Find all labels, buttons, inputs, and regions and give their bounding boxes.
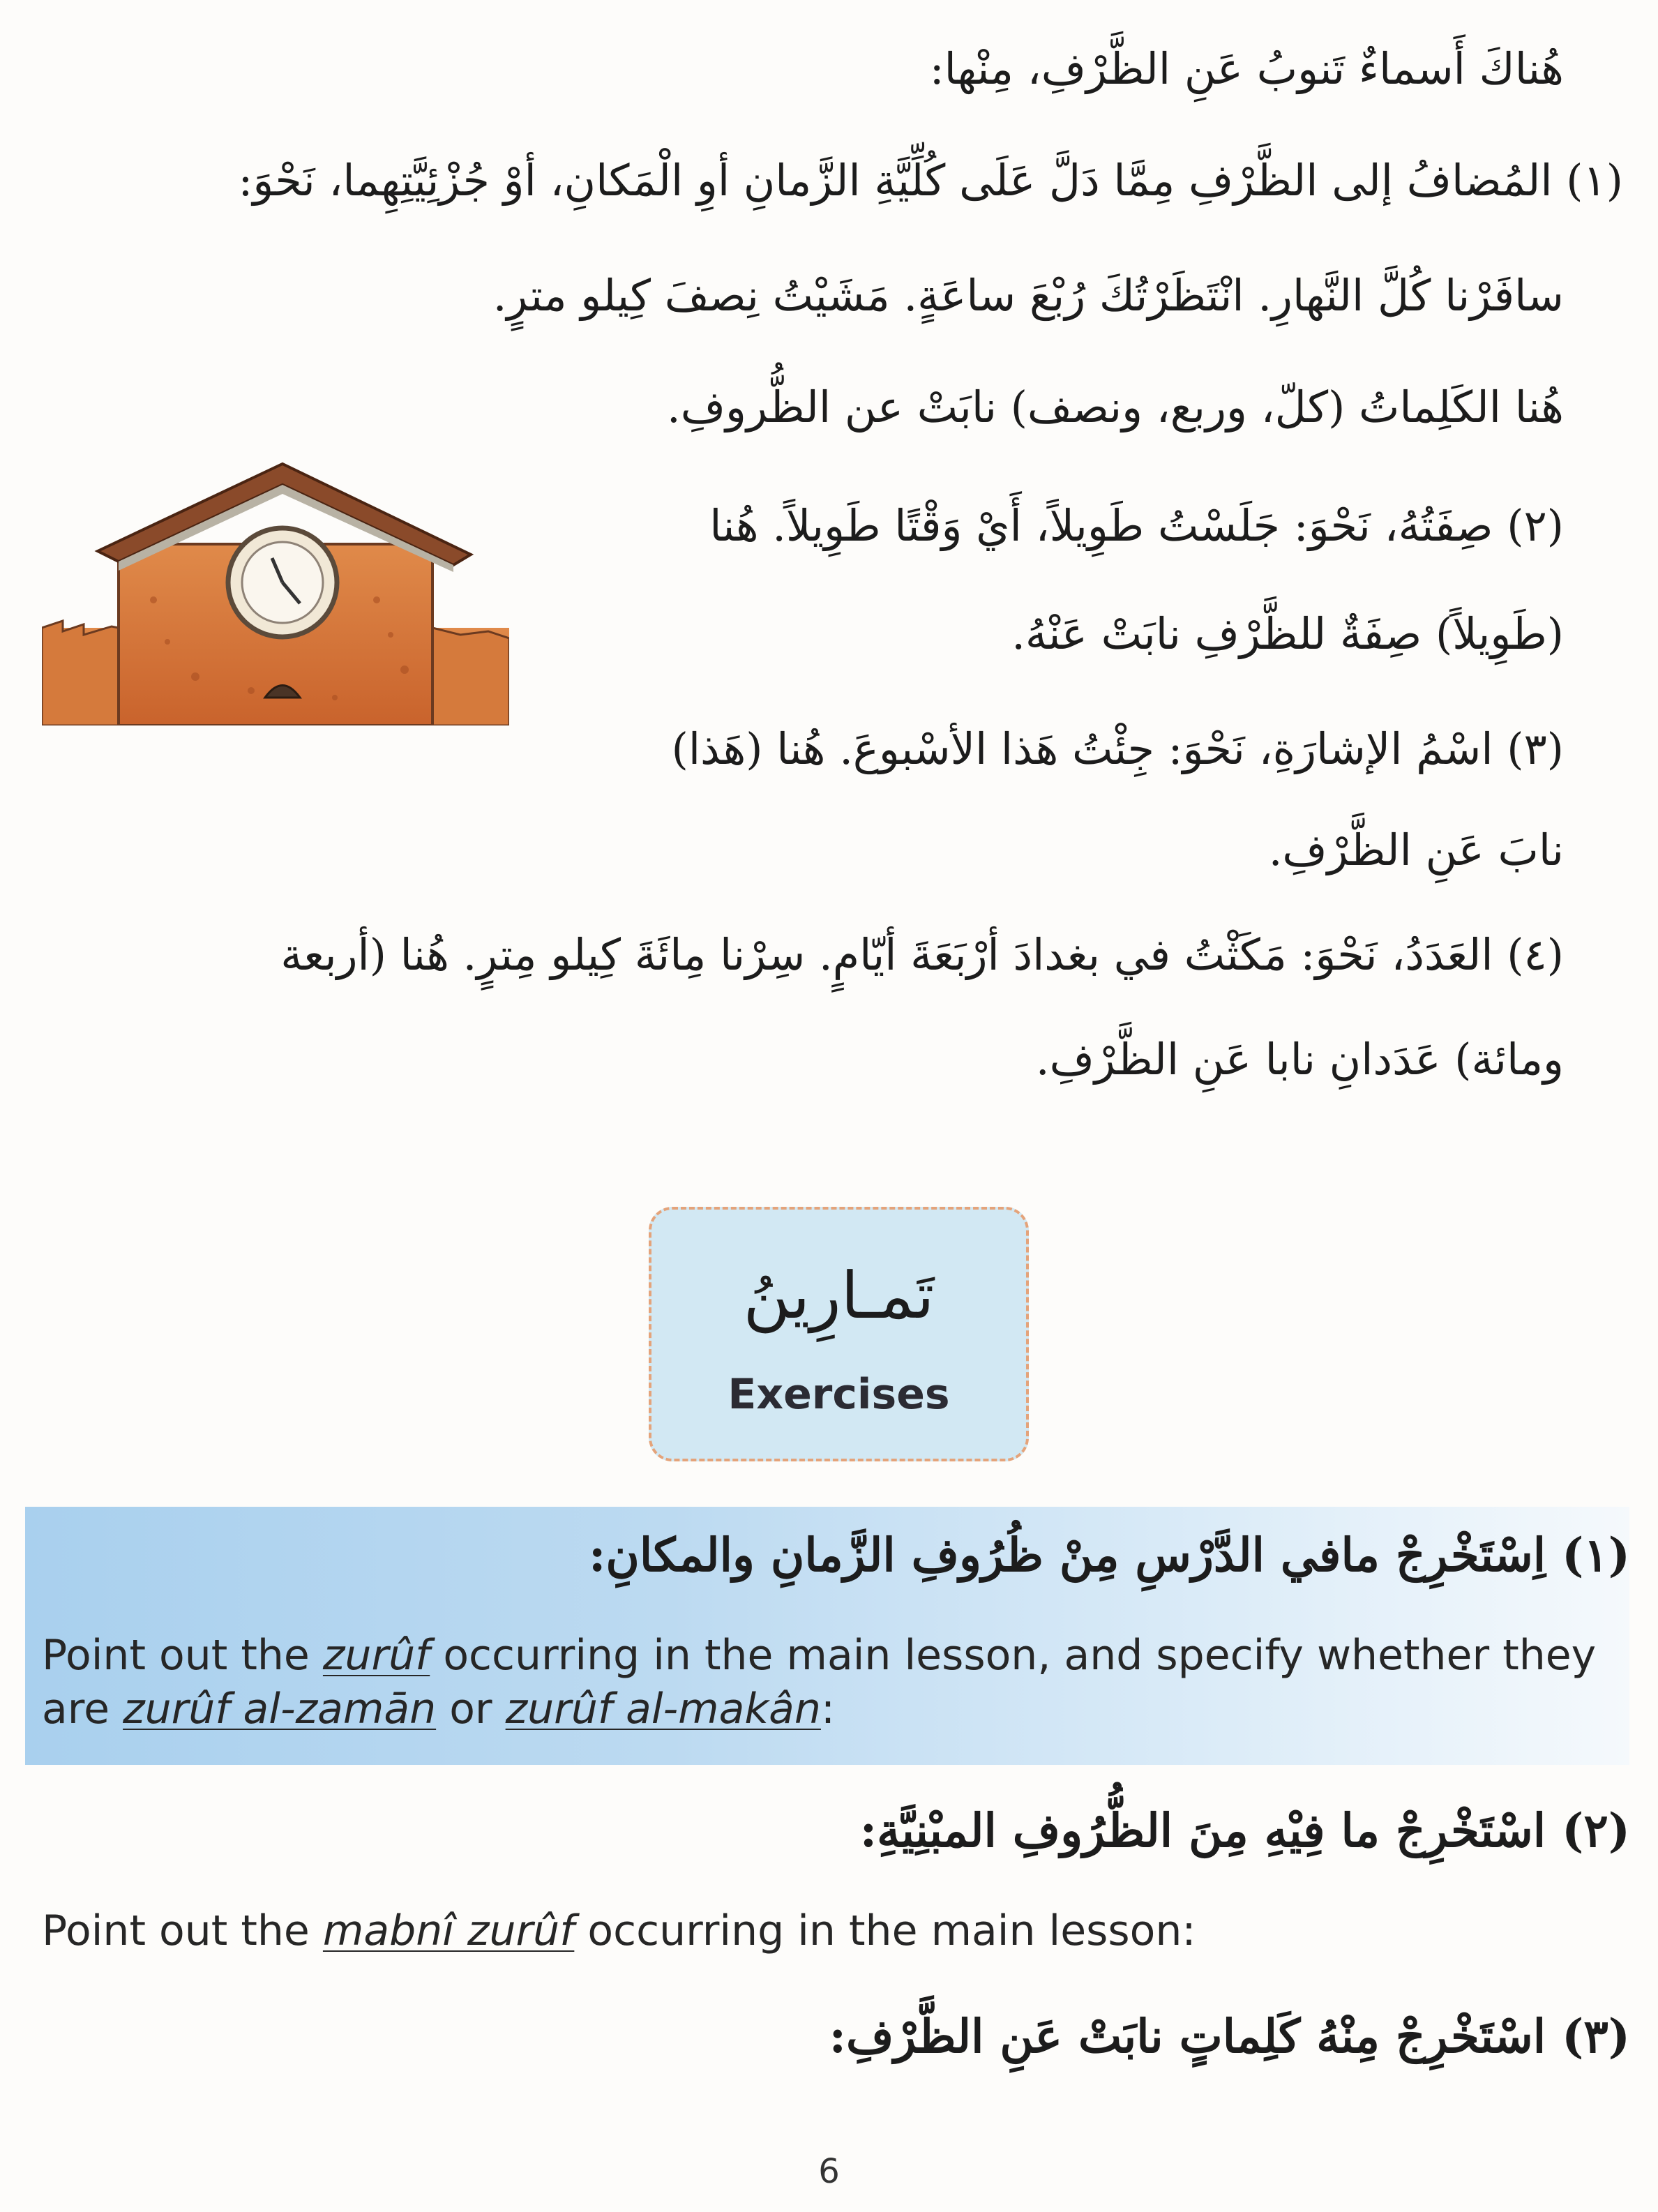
clock-tower-illustration	[42, 460, 509, 725]
exercises-arabic-title: تَمـارِينُ	[743, 1258, 935, 1333]
exercise1-english: Point out the zurûf occurring in the main lesson, and specify whether they are zurûf al-zamān or zurûf al-makân:	[42, 1631, 1597, 1733]
lesson-intro: هُناكَ أَسماءٌ تَنوبُ عَنِ الظَّرْفِ، مِنْها:	[929, 43, 1564, 94]
item4-line2: ومائة) عَدَدانِ نابا عَنِ الظَّرْفِ.	[1035, 1034, 1564, 1085]
exercises-header-box	[649, 1207, 1029, 1461]
item4-line1: (٤) العَدَدُ، نَحْوَ: مَكَثْتُ في بغدادَ أرْبَعَةَ أيّامٍ. سِرْنا مِائَةَ كِيلو مِترٍ. هُنا (أربعة	[280, 929, 1564, 980]
item3-line2: نابَ عَنِ الظَّرْفِ.	[1268, 825, 1564, 875]
exercise1-arabic: (١) اِسْتَخْرِجْ مافي الدَّرْسِ مِنْ ظُرُوفِ الزَّمانِ والمكانِ:	[589, 1528, 1630, 1582]
item1-note: هُنا الكَلِماتُ (كلّ، وربع، ونصف) نابَتْ عن الظُّروفِ.	[667, 382, 1564, 432]
exercise3-arabic: (٣) اسْتَخْرِجْ مِنْهُ كَلِماتٍ نابَتْ عَنِ الظَّرْفِ:	[829, 2009, 1630, 2063]
exercise2-arabic: (٢) اسْتَخْرِجْ ما فِيْهِ مِنَ الظُّرُوفِ المبْنِيَّةِ:	[859, 1803, 1630, 1858]
item3-line1: (٣) اسْمُ الإشارَةِ، نَحْوَ: جِئْتُ هَذا الأسْبوعَ. هُنا (هَذا)	[671, 723, 1564, 774]
item1-text: (١) المُضافُ إلى الظَّرْفِ مِمَّا دَلَّ عَلَى كُلِّيَّةِ الزَّمانِ أوِ الْمَكانِ، أوْ جُزْئِيَّتِهِما، نَحْوَ:	[238, 155, 1623, 206]
exercises-english-title: Exercises	[728, 1370, 950, 1419]
item2-line2: (طَوِيلاً) صِفَةٌ للظَّرْفِ نابَتْ عَنْهُ.	[1011, 608, 1564, 659]
item2-line1: (٢) صِفَتُهُ، نَحْوَ: جَلَسْتُ طَوِيلاً، أَيْ وَقْتًا طَوِيلاً. هُنا	[709, 500, 1564, 551]
exercise2-english: Point out the mabnî zurûf occurring in the main lesson:	[42, 1906, 1196, 1955]
item1-example: سافَرْنا كُلَّ النَّهارِ. انْتَظَرْتُكَ رُبْعَ ساعَةٍ. مَشَيْتُ نِصفَ كِيلو مترٍ.	[492, 270, 1564, 321]
page-number: 6	[818, 2152, 840, 2191]
